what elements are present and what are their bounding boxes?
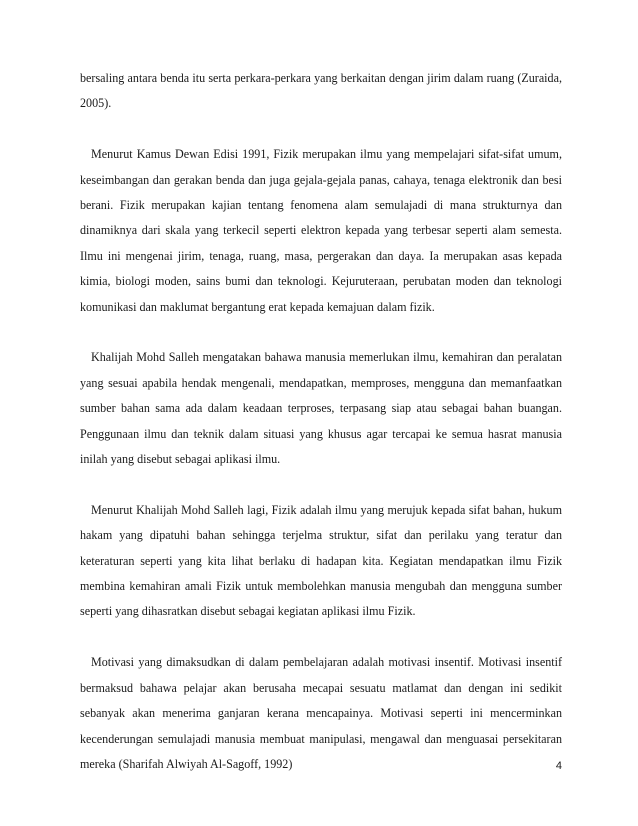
- paragraph-kamus-dewan: Menurut Kamus Dewan Edisi 1991, Fizik merupakan ilmu yang mempelajari sifat-sifat umum, keseimbangan dan gerakan benda dan juga gejala-gejala panas, cahaya, tenaga elektronik dan besi berani. Fizik merupakan kajian tentang fenomena alam semulajadi di mana strukturnya dan dinamiknya dari skala yang terkecil seperti elektron kepada yang terbesar seperti alam semesta. Ilmu ini mengenai jirim, tenaga, ruang, masa, pergerakan dan daya. Ia merupakan asas kepada kimia, biologi moden, sains bumi dan teknologi. Kejuruteraan, perubatan moden dan teknologi komunikasi dan maklumat bergantung erat kepada kemajuan dalam fizik.: [80, 147, 562, 314]
- page-number: 4: [555, 760, 562, 772]
- paragraph-motivasi: Motivasi yang dimaksudkan di dalam pembelajaran adalah motivasi insentif. Motivasi insentif bermaksud bahawa pelajar akan berusaha mecapai sesuatu matlamat dan dengan ini sedikit sebanyak akan menerima ganjaran kerana mencapainya. Motivasi seperti ini mencerminkan kecenderungan semulajadi manusia membuat manipulasi, mengawal dan menguasai persekitaran mereka (Sharifah Alwiyah Al-Sagoff, 1992): [80, 655, 562, 771]
- paragraph-khalijah-fizik: Menurut Khalijah Mohd Salleh lagi, Fizik adalah ilmu yang merujuk kepada sifat bahan, hukum hakam yang dipatuhi bahan sehingga terjelma struktur, sifat dan perilaku yang teratur dan keteraturan seperti yang kita lihat berlaku di hadapan kita. Kegiatan mendapatkan ilmu Fizik membina kemahiran amali Fizik untuk membolehkan manusia mengubah dan mengguna sumber seperti yang dihasratkan disebut sebagai kegiatan aplikasi ilmu Fizik.: [80, 502, 562, 619]
- paragraph-continuation: bersaling antara benda itu serta perkara-perkara yang berkaitan dengan jirim dalam ruang (Zuraida, 2005).: [80, 71, 562, 111]
- paragraph-khalijah-ilmu: Khalijah Mohd Salleh mengatakan bahawa manusia memerlukan ilmu, kemahiran dan peralatan yang sesuai apabila hendak mengenali, mendapatkan, memproses, mengguna dan memanfaatkan sumber bahan sama ada dalam keadaan terproses, terpasang siap atau sebagai bahan buangan. Penggunaan ilmu dan teknik dalam situasi yang khusus agar tercapai ke semua hasrat manusia inilah yang disebut sebagai aplikasi ilmu.: [80, 350, 562, 467]
- page-body: [80, 66, 562, 803]
